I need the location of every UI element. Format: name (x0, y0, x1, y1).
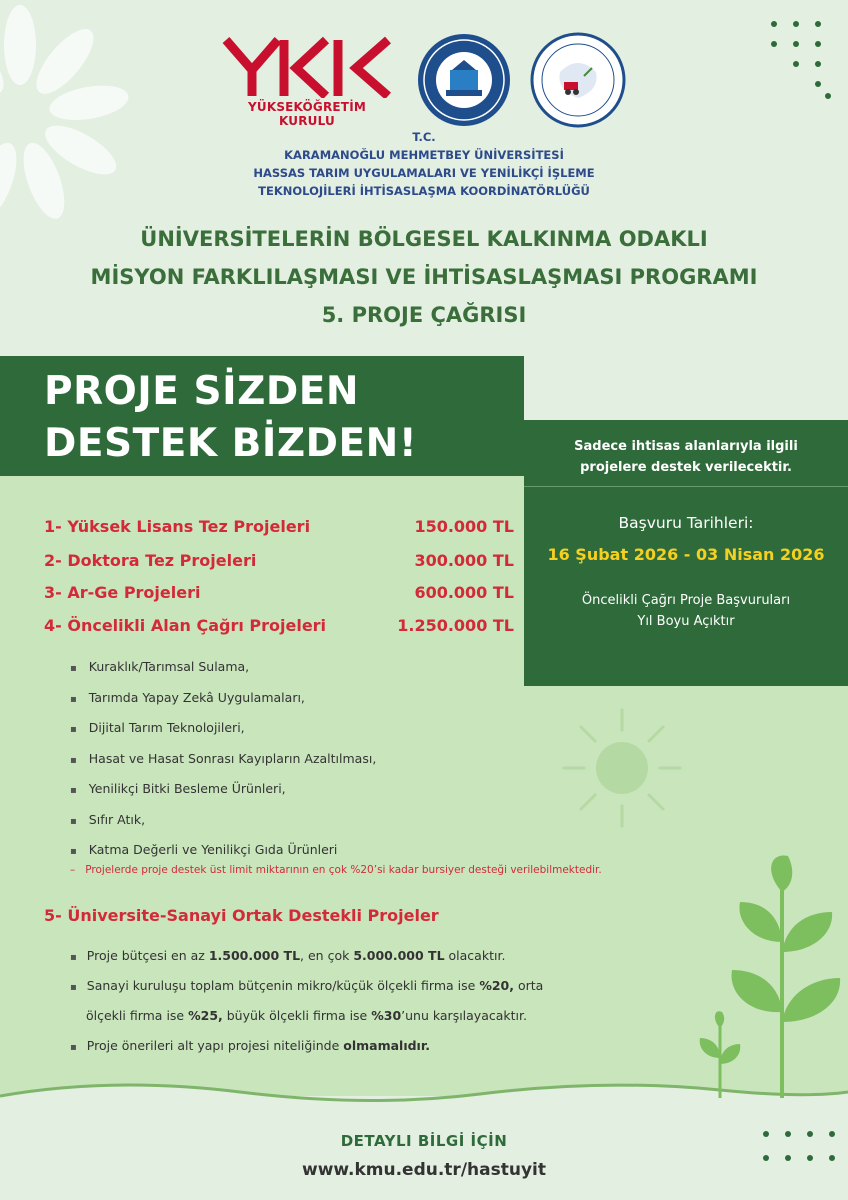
list-item: ▪ Katma Değerli ve Yenilikçi Gıda Ürünleri (70, 835, 376, 866)
project-item (44, 611, 514, 641)
text: , en çok (300, 948, 354, 963)
list-item: ▪ Hasat ve Hasat Sonrası Kayıpların Azaltılması, (70, 744, 376, 775)
project-item (44, 512, 514, 542)
header-line: KARAMANOĞLU MEHMETBEY ÜNİVERSİTESİ (284, 148, 564, 162)
slogan-line: DESTEK BİZDEN! (44, 421, 418, 466)
open-call-line: Öncelikli Çağrı Proje Başvuruları (581, 593, 791, 608)
section5-bullet (70, 946, 505, 968)
project-item (44, 578, 514, 608)
section5-title: 5- Üniversite-Sanayi Ortak Destekli Projeler (44, 906, 439, 925)
note-line: projelere destek verilecektir. (580, 460, 792, 475)
slogan-line: PROJE SİZDEN (44, 369, 360, 414)
program-title (0, 220, 848, 334)
text: ölçekli firma ise (86, 1008, 189, 1023)
list-item: ▪ Kuraklık/Tarımsal Sulama, (70, 652, 376, 683)
project-amount: 150.000 TL (414, 517, 514, 536)
section5-bullet (70, 1036, 430, 1058)
text: büyük ölçekli firma ise (222, 1008, 372, 1023)
bullet-icon: ▪ (70, 952, 77, 963)
text: olacaktır. (444, 948, 506, 963)
project-name: 2- Doktora Tez Projeleri (44, 551, 257, 570)
yok-logo-icon (222, 36, 392, 98)
dots-decoration-icon (760, 1128, 840, 1168)
dots-decoration-icon (760, 18, 840, 108)
divider (524, 486, 848, 487)
project-item (44, 546, 514, 576)
section5-bullet (70, 976, 543, 998)
specialization-note (524, 436, 848, 478)
program-title-line: ÜNİVERSİTELERİN BÖLGESEL KALKINMA ODAKLI (140, 227, 708, 251)
yok-label: YÜKSEKÖĞRETİM KURULU (247, 100, 366, 128)
project-amount: 300.000 TL (414, 551, 514, 570)
text: orta (513, 978, 544, 993)
text: ’unu karşılayacaktır. (401, 1008, 527, 1023)
open-call-line: Yıl Boyu Açıktır (637, 614, 735, 629)
project-amount: 1.250.000 TL (397, 616, 514, 635)
text: Proje bütçesi en az (86, 948, 209, 963)
section5-bullet-cont (86, 1006, 527, 1026)
list-item: ▪ Dijital Tarım Teknolojileri, (70, 713, 376, 744)
program-title-line: MİSYON FARKLILAŞMASI VE İHTİSASLAŞMASI PROGRAMI (90, 265, 758, 289)
project-name: 4- Öncelikli Alan Çağrı Projeleri (44, 616, 327, 635)
project-name: 1- Yüksek Lisans Tez Projeleri (44, 517, 311, 536)
bullet-icon: ▪ (70, 982, 77, 993)
header-line: TEKNOLOJİLERİ İHTİSASLAŞMA KOORDİNATÖRLÜĞÜ (258, 184, 590, 198)
slogan (44, 366, 417, 470)
kmu-seal-icon (416, 32, 512, 128)
list-item: ▪ Tarımda Yapay Zekâ Uygulamaları, (70, 683, 376, 714)
institution-header (0, 128, 848, 200)
emphasis: olmamalıdır. (343, 1038, 430, 1053)
hastuyit-seal-icon (530, 32, 626, 128)
text: Sanayi kuruluşu toplam bütçenin mikro/küçük ölçekli firma ise (86, 978, 480, 993)
open-call-note (524, 590, 848, 632)
percent-medium: %25, (188, 1008, 223, 1023)
percent-small: %20, (479, 978, 514, 993)
dates-title: Başvuru Tarihleri: (618, 514, 754, 532)
min-budget: 1.500.000 TL (208, 948, 301, 963)
note-line: Sadece ihtisas alanlarıyla ilgili (574, 439, 798, 454)
text: Proje önerileri alt yapı projesi niteliğinde (86, 1038, 344, 1053)
header-line: T.C. (412, 130, 436, 144)
project-amount: 600.000 TL (414, 583, 514, 602)
plant-icon (684, 852, 848, 1098)
program-title-line: 5. PROJE ÇAĞRISI (321, 303, 527, 327)
max-budget: 5.000.000 TL (353, 948, 445, 963)
list-item: ▪ Sıfır Atık, (70, 805, 376, 836)
list-item: ▪ Yenilikçi Bitki Besleme Ürünleri, (70, 774, 376, 805)
scholarship-note: – Projelerde proje destek üst limit miktarının en çok %20’si kadar bursiyer desteği verilebilmektedir. (70, 864, 602, 876)
bullet-icon: ▪ (70, 1042, 77, 1053)
project-name: 3- Ar-Ge Projeleri (44, 583, 201, 602)
footer-title: DETAYLI BİLGİ İÇİN (340, 1132, 508, 1150)
footer-url-link[interactable]: www.kmu.edu.tr/hastuyit (301, 1160, 546, 1180)
application-dates: 16 Şubat 2026 - 03 Nisan 2026 (547, 545, 825, 564)
header-line: HASSAS TARIM UYGULAMALARI VE YENİLİKÇİ İŞLEME (253, 166, 595, 180)
sun-icon (560, 706, 684, 830)
priority-areas-list (70, 652, 376, 866)
percent-large: %30 (371, 1008, 402, 1023)
